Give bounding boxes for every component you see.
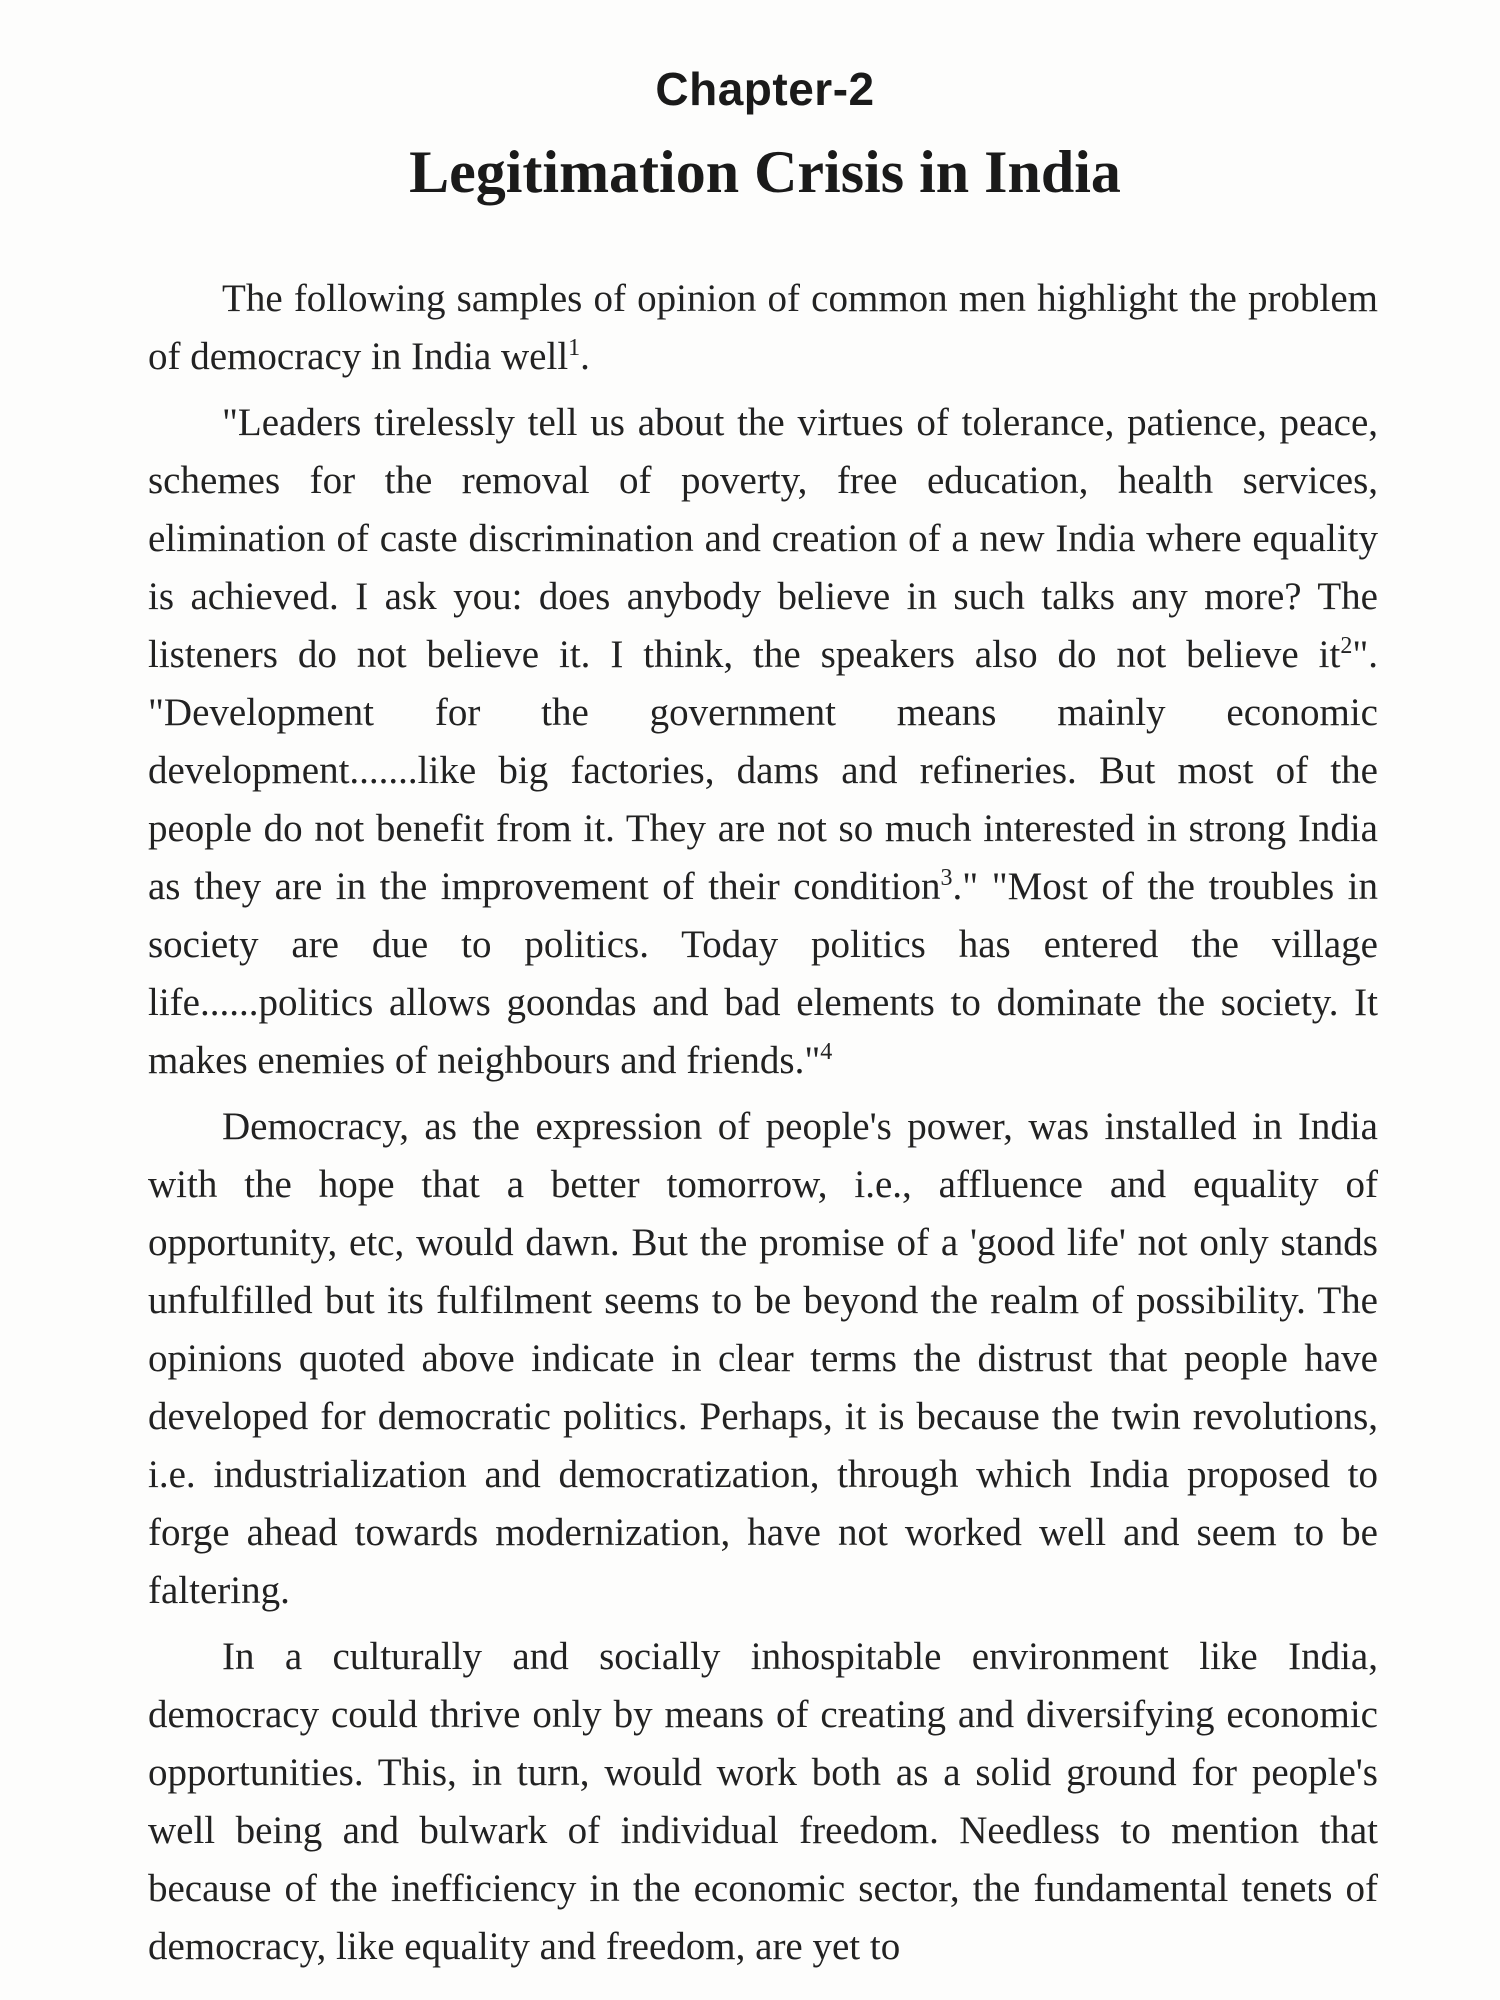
chapter-label: Chapter-2 bbox=[655, 63, 875, 115]
paragraph-democracy-text: Democracy, as the expression of people's power, was installed in India with the hope that a better tomorrow, i.e., affluence and equality of opportunity, etc, would dawn. But the promise of a 'good life' not only stands unfulfilled but its fulfilment seems to be beyond the realm of possibility. The opinions quoted above indicate in clear terms the distrust that people have developed for democratic politics. Perhaps, it is because the twin revolutions, i.e. industrialization and democratization, through which India proposed to forge ahead towards modernization, have not worked well and seem to be faltering. bbox=[148, 1105, 1378, 1612]
paragraph-intro bbox=[148, 270, 1378, 386]
paragraph-intro-text: The following samples of opinion of common men highlight the problem of democracy in India well bbox=[148, 277, 1378, 378]
footnote-marker-3: 3 bbox=[940, 865, 953, 891]
quote-leaders: "Leaders tirelessly tell us about the virtues of tolerance, patience, peace, schemes for the removal of poverty, free education, health services, elimination of caste discrimination and creation of a new India where equality is achieved. I ask you: does anybody believe in such talks any more? The listeners do not believe it. I think, the speakers also do not believe it bbox=[148, 401, 1378, 676]
body-text bbox=[148, 270, 1378, 1984]
footnote-marker-1: 1 bbox=[568, 335, 581, 361]
paragraph-intro-tail: . bbox=[580, 335, 590, 378]
quote-development: ". "Development for the government means mainly economic development.......like big factories, dams and refineries. But most of the people do not benefit from it. They are not so much interested in strong India as they are in the improvement of their condition bbox=[148, 633, 1378, 908]
footnote-marker-2: 2 bbox=[1340, 633, 1353, 659]
footnote-marker-4: 4 bbox=[820, 1039, 833, 1065]
chapter-title: Legitimation Crisis in India bbox=[409, 139, 1121, 205]
paragraph-democracy bbox=[148, 1098, 1378, 1620]
quote-politics: ." "Most of the troubles in society are due to politics. Today politics has entered the village life......politics allows goondas and bad elements to dominate the society. It makes enemies of neighbours and friends." bbox=[148, 865, 1378, 1082]
paragraph-environment bbox=[148, 1628, 1378, 1976]
paragraph-quotes bbox=[148, 394, 1378, 1090]
paragraph-environment-text: In a culturally and socially inhospitable environment like India, democracy could thrive only by means of creating and diversifying economic opportunities. This, in turn, would work both as a solid ground for people's well being and bulwark of individual freedom. Needless to mention that because of the inefficiency in the economic sector, the fundamental tenets of democracy, like equality and freedom, are yet to bbox=[148, 1635, 1378, 1968]
